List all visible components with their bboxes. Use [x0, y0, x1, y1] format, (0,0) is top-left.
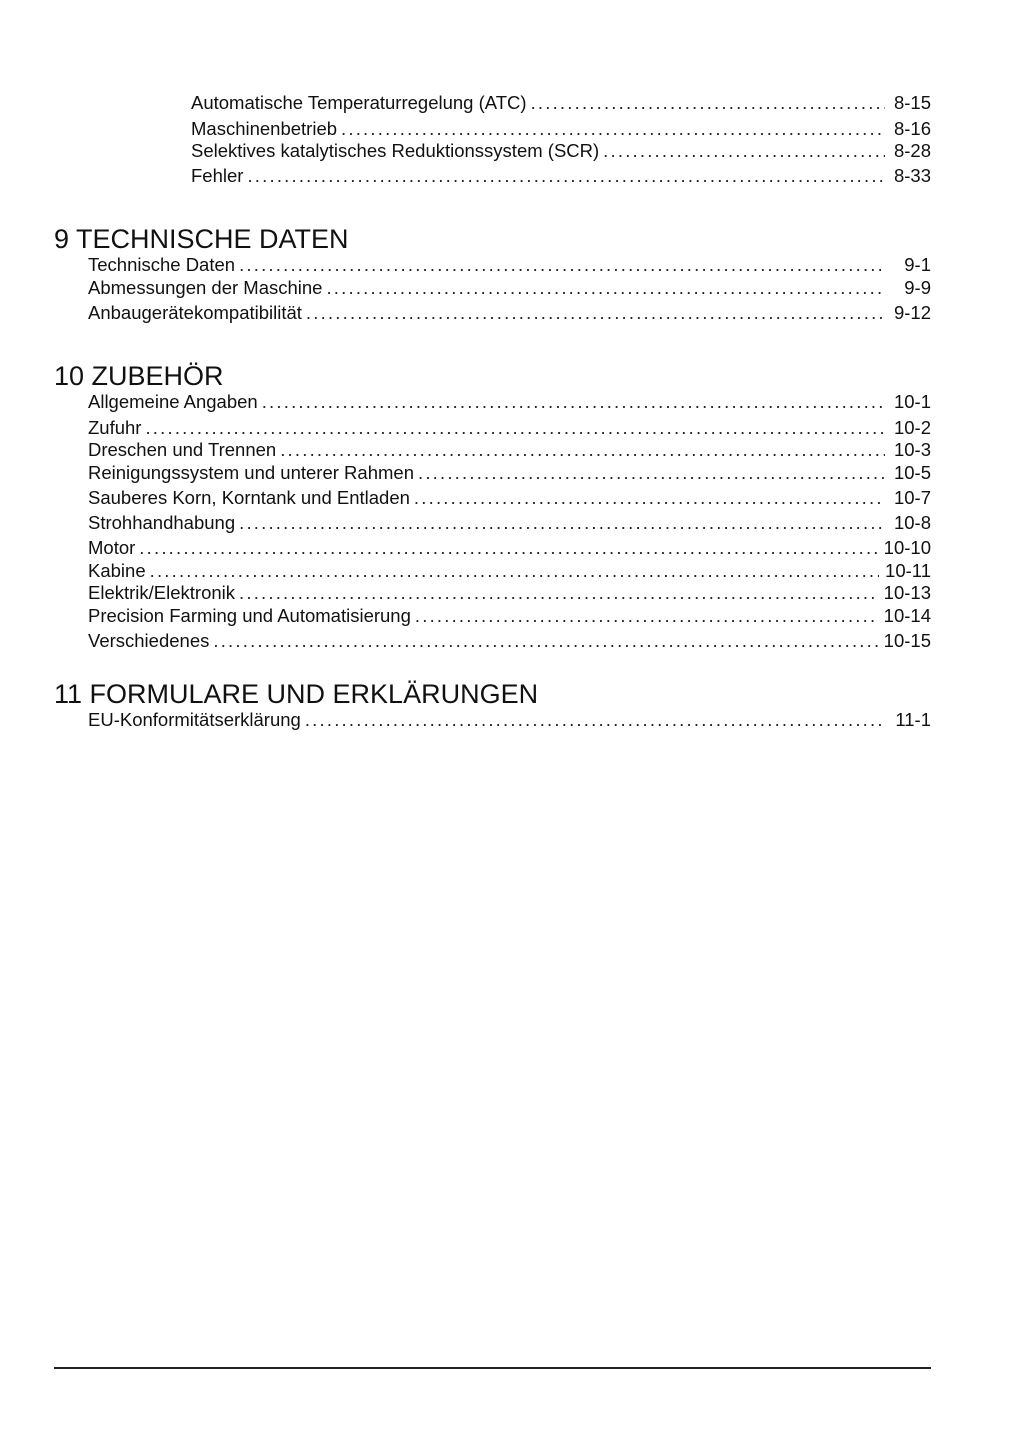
toc-entry-page: 10-11 — [885, 559, 931, 581]
dot-leader — [414, 487, 885, 510]
chapter-heading: 11 FORMULARE UND ERKLÄRUNGEN — [54, 679, 539, 709]
toc-entry-title: Fehler — [191, 164, 244, 186]
toc-entry-page: 10-15 — [883, 630, 931, 651]
toc-entry-page: 10-7 — [893, 487, 931, 508]
dot-leader — [213, 630, 877, 653]
toc-entry-title: Elektrik/Elektronik — [88, 582, 236, 603]
toc-entry-title: Reinigungssystem und unterer Rahmen — [88, 461, 414, 483]
toc-entry-title: Verschiedenes — [88, 630, 210, 651]
toc-entry-page: 10-8 — [893, 511, 931, 533]
toc-entry-title: Abmessungen der Maschine — [88, 276, 323, 298]
toc-entry-title: Selektives katalytisches Reduktionssystem (SCR) — [191, 140, 600, 161]
toc-entry-title: Motor — [88, 537, 136, 558]
dot-leader — [603, 140, 885, 163]
toc-entry-page: 8-33 — [893, 164, 931, 186]
toc-entry-title: Maschinenbetrieb — [191, 117, 338, 139]
toc-entry-page: 11-1 — [895, 709, 931, 730]
chapter-heading: 9 TECHNISCHE DATEN — [54, 224, 349, 254]
toc-entry-page: 9-9 — [904, 276, 931, 298]
toc-entry-page: 9-1 — [904, 254, 931, 275]
dot-leader — [418, 462, 885, 485]
toc-entry[interactable] — [88, 417, 931, 440]
toc-entry-title: Precision Farming und Automatisierung — [88, 604, 411, 626]
toc-entry[interactable] — [88, 462, 931, 485]
chapter-11-section — [54, 679, 931, 732]
toc-entry-page: 10-3 — [893, 439, 931, 460]
toc-entry-page: 10-2 — [893, 416, 931, 438]
toc-entry[interactable] — [88, 254, 931, 277]
toc-entry[interactable] — [88, 487, 931, 510]
toc-entry-page: 8-15 — [893, 92, 931, 113]
toc-entry[interactable] — [88, 439, 931, 462]
dot-leader — [305, 709, 885, 732]
dot-leader — [262, 391, 885, 414]
toc-entry-page: 10-5 — [893, 461, 931, 483]
dot-leader — [306, 302, 885, 325]
toc-entry[interactable] — [191, 118, 931, 141]
toc-entry[interactable] — [88, 537, 931, 560]
toc-entry[interactable] — [191, 92, 931, 115]
toc-entry[interactable] — [88, 277, 931, 300]
dot-leader — [341, 118, 885, 141]
toc-entry-page: 10-1 — [893, 391, 931, 412]
toc-entry-page: 10-10 — [883, 537, 931, 558]
toc-entry-title: Technische Daten — [88, 254, 236, 275]
toc-entry-title: EU-Konformitätserklärung — [88, 709, 301, 730]
toc-entry[interactable] — [88, 560, 931, 583]
toc-entry-page: 8-28 — [893, 140, 931, 161]
toc-entry-title: Strohhandhabung — [88, 511, 236, 533]
chapter-9-section — [54, 224, 931, 325]
toc-entry-page: 10-14 — [883, 604, 931, 626]
dot-leader — [139, 537, 877, 560]
chapter-8-continuation — [191, 92, 931, 187]
chapter-heading: 10 ZUBEHÖR — [54, 361, 224, 391]
dot-leader — [247, 165, 885, 188]
toc-entry-page: 8-16 — [893, 117, 931, 139]
toc-entry-title: Kabine — [88, 559, 146, 581]
footer-rule — [54, 1367, 931, 1369]
dot-leader — [239, 582, 878, 605]
toc-entry-page: 10-13 — [883, 582, 931, 603]
toc-entry-title: Sauberes Korn, Korntank und Entladen — [88, 487, 410, 508]
chapter-10-section — [54, 361, 931, 653]
toc-entry-title: Anbaugerätekompatibilität — [88, 302, 302, 323]
dot-leader — [415, 605, 878, 628]
toc-entry[interactable] — [191, 140, 931, 163]
toc-entry[interactable] — [191, 165, 931, 188]
toc-entry-title: Allgemeine Angaben — [88, 391, 258, 412]
toc-entry[interactable] — [88, 709, 931, 732]
dot-leader — [280, 439, 885, 462]
dot-leader — [239, 512, 885, 535]
toc-entry-title: Automatische Temperaturregelung (ATC) — [191, 92, 527, 113]
dot-leader — [145, 417, 885, 440]
toc-entry[interactable] — [88, 582, 931, 605]
toc-entry[interactable] — [88, 512, 931, 535]
dot-leader — [239, 254, 885, 277]
dot-leader — [326, 277, 885, 300]
dot-leader — [531, 92, 885, 115]
toc-entry[interactable] — [88, 605, 931, 628]
toc-entry[interactable] — [88, 630, 931, 653]
toc-entry[interactable] — [88, 302, 931, 325]
dot-leader — [150, 560, 879, 583]
toc-entry-page: 9-12 — [893, 302, 931, 323]
toc-entry[interactable] — [88, 391, 931, 414]
toc-entry-title: Dreschen und Trennen — [88, 439, 277, 460]
toc-entry-title: Zufuhr — [88, 416, 142, 438]
